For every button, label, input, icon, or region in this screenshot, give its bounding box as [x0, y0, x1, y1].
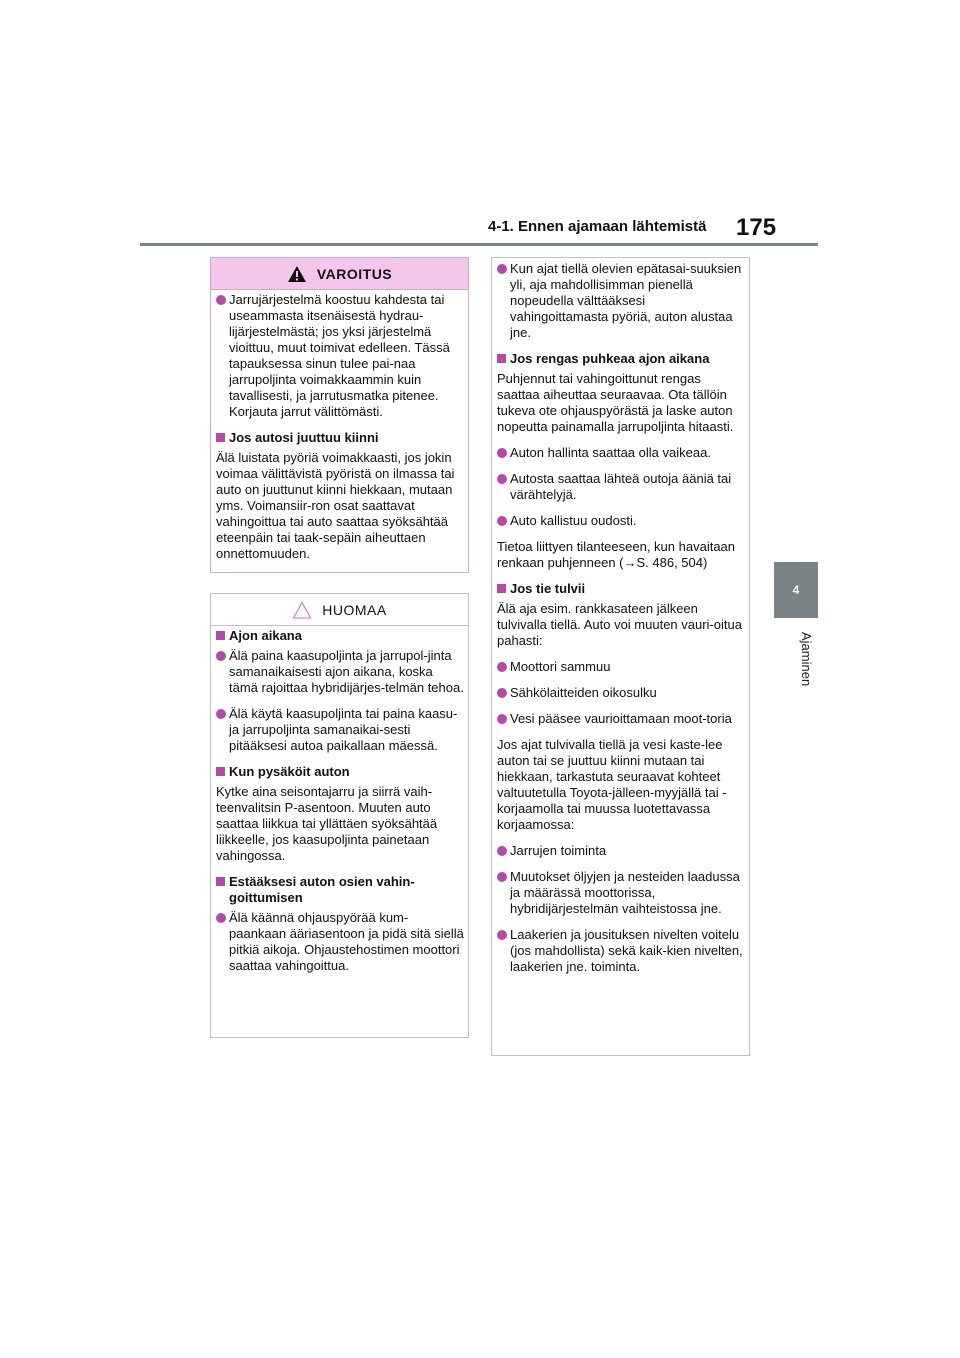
paragraph: Älä aja esim. rankkasateen jälkeen tulvivalla tiellä. Auto voi muuten vauri-oitua pahasti:	[497, 601, 742, 648]
warning-triangle-icon	[287, 265, 307, 283]
subheading-flooded-road: Jos tie tulvii	[497, 581, 745, 597]
notice-bullet: Älä käännä ohjauspyörää kum-paankaan ääriasentoon ja pidä sitä siellä pitkiä aikoja. Ohjaustehostimen moottori saattaa vahingoittua.	[216, 910, 464, 974]
paragraph: Puhjennut tai vahingoittunut rengas saattaa aiheuttaa seuraavaa. Ota tällöin tukeva ote ohjauspyörästä ja laske auton nopeutta painamalla jarrupoljinta hitaasti.	[497, 371, 734, 434]
continued-notice-body	[492, 258, 749, 975]
notice-subheading-damage: Estääksesi auton osien vahin-goittumisen	[216, 874, 464, 906]
notice-subheading-driving: Ajon aikana	[216, 628, 464, 644]
warning-header	[211, 258, 468, 290]
warning-box	[210, 257, 469, 573]
section-title: 4-1. Ennen ajamaan lähtemistä	[488, 218, 707, 235]
paragraph: Tietoa liittyen tilanteeseen, kun havaitaan renkaan puhjenneen (→S. 486, 504)	[497, 539, 736, 570]
warning-subheading: Jos autosi juuttuu kiinni	[216, 430, 464, 446]
notice-body	[211, 626, 468, 974]
list-item: Moottori sammuu	[497, 659, 745, 675]
chapter-label: Ajaminen	[799, 632, 814, 687]
caution-triangle-icon	[292, 601, 312, 619]
list-item: Vesi pääsee vaurioittamaan moot-toria	[497, 711, 745, 727]
subheading-flat-tire: Jos rengas puhkeaa ajon aikana	[497, 351, 745, 367]
list-item: Autosta saattaa lähteä outoja ääniä tai värähtelyjä.	[497, 471, 745, 503]
list-item: Sähkölaitteiden oikosulku	[497, 685, 745, 701]
paragraph: Jos ajat tulvivalla tiellä ja vesi kaste-lee auton tai se juuttuu kiinni mutaan tai hiekkaan, tarkastuta seuraavat kohteet valtuutetulla Toyota-jälleen-myyjällä tai -korjaamolla tai muussa luotettavassa korjaamossa:	[497, 737, 727, 832]
page-number: 175	[736, 214, 777, 241]
warning-bullet: Jarrujärjestelmä koostuu kahdesta tai useammasta itsenäisestä hydrau-lijärjestelmästä; jos yksi järjestelmä vioittuu, muut toimivat edelleen. Tässä tapauksessa sinun tulee pai-naa jarrupoljinta voimakkaammin kuin tavallisesti, ja jarrutusmatka pitenee. Korjauta jarrut välittömästi.	[216, 292, 464, 420]
list-item: Auto kallistuu oudosti.	[497, 513, 745, 529]
list-item: Auton hallinta saattaa olla vaikeaa.	[497, 445, 745, 461]
notice-bullet: Älä paina kaasupoljinta ja jarrupol-jinta samanaikaisesti ajon aikana, koska tämä rajoittaa hybridijärjes-telmän tehoa.	[216, 648, 464, 696]
chapter-tab: 4	[774, 562, 818, 618]
list-item: Jarrujen toiminta	[497, 843, 745, 859]
warning-body	[211, 290, 468, 562]
notice-bullet: Älä käytä kaasupoljinta tai paina kaasu- ja jarrupoljinta samanaikai-sesti pitääksesi autoa paikallaan mäessä.	[216, 706, 464, 754]
notice-header	[211, 594, 468, 626]
header-divider	[140, 243, 818, 246]
list-item: Laakerien ja jousituksen nivelten voitelu (jos mahdollista) sekä kaik-kien nivelten, laakerien jne. toiminta.	[497, 927, 745, 975]
list-item: Kun ajat tiellä olevien epätasai-suuksien yli, aja mahdollisimman pienellä nopeudella välttääksesi vahingoittamasta pyöriä, auton alustaa jne.	[497, 261, 745, 341]
notice-paragraph: Kytke aina seisontajarru ja siirrä vaih-teenvalitsin P-asentoon. Muuten auto saattaa liikkua tai yllättäen syöksähtää liikkeelle, jos kaasupoljinta painetaan vahingossa.	[216, 784, 438, 863]
warning-paragraph: Älä luistata pyöriä voimakkaasti, jos jokin voimaa välittävistä pyöristä on ilmassa tai auto on juuttunut kiinni hiekkaan, mutaan yms. Voimansiir-ron osat saattavat vahingoittua tai auto saattaa syöksähtää eteenpäin tai taak-sepäin aiheuttaen onnettomuuden.	[216, 450, 455, 561]
list-item: Muutokset öljyjen ja nesteiden laadussa ja määrässä moottorissa, hybridijärjestelmän vaihteistossa jne.	[497, 869, 745, 917]
notice-box	[210, 593, 469, 1038]
notice-title: HUOMAA	[322, 601, 387, 618]
continued-notice-box	[491, 257, 750, 1056]
notice-subheading-parking: Kun pysäköit auton	[216, 764, 464, 780]
warning-title: VAROITUS	[316, 265, 393, 282]
